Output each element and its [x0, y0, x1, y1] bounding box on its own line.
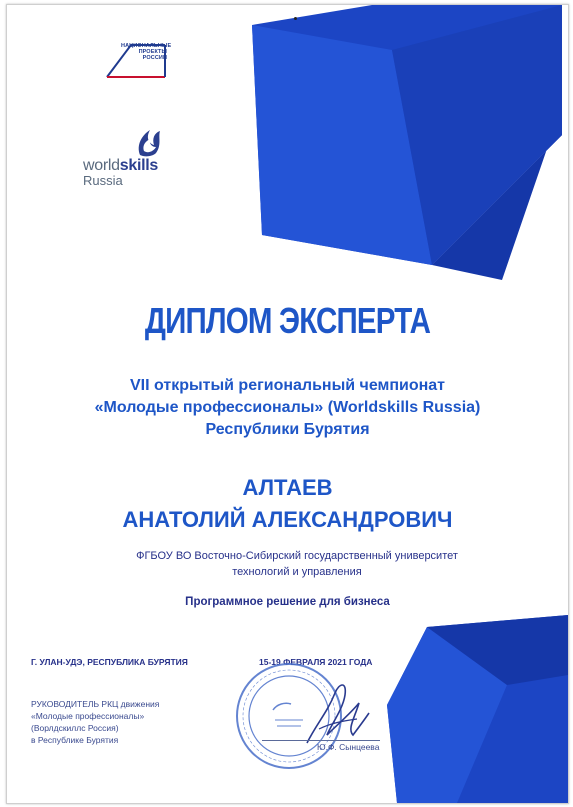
worldskills-wordmark [83, 158, 158, 174]
event-dates: 15-19 ФЕВРАЛЯ 2021 ГОДА [259, 657, 373, 667]
worldskills-logo [83, 127, 193, 197]
head-line-3: (Ворлдскиллс Россия) [31, 723, 119, 733]
organization: ФГБОУ ВО Восточно-Сибирский государственный университет технологий и управления [136, 550, 458, 578]
championship-block [27, 375, 548, 441]
worldskills-flame-icon [134, 127, 164, 157]
decorative-cube-bottom [387, 615, 568, 803]
diploma-page [6, 4, 569, 804]
championship-line-2: «Молодые профессионалы» (Worldskills Russia) [94, 399, 481, 416]
decorative-cube-top [232, 5, 562, 295]
ws-bold: skills [119, 157, 158, 174]
event-city: Г. УЛАН-УДЭ, РЕСПУБЛИКА БУРЯТИЯ [31, 657, 188, 667]
recipient-given-names: АНАТОЛИЙ АЛЕКСАНДРОВИЧ [122, 507, 453, 532]
national-projects-logo [105, 43, 172, 79]
competency: Программное решение для бизнеса [185, 596, 390, 608]
signer-name: Ю.Ф. Сынцеева [317, 742, 380, 752]
head-line-4: в Республике Бурятия [31, 735, 119, 745]
championship-line-1: VII открытый региональный чемпионат [129, 377, 446, 394]
np-line-1: НАЦИОНАЛЬНЫЕ [121, 43, 172, 49]
signature-line [262, 740, 380, 741]
np-line-2: ПРОЕКТЫ [138, 49, 167, 55]
recipient-name [7, 472, 568, 536]
head-line-1: РУКОВОДИТЕЛЬ РКЦ движения [31, 699, 160, 709]
printing-dot [294, 17, 297, 20]
np-line-3: РОССИИ [142, 55, 167, 61]
head-line-2: «Молодые профессионалы» [31, 711, 145, 721]
recipient-surname: АЛТАЕВ [242, 475, 333, 500]
head-title-block [31, 698, 159, 746]
worldskills-country: Russia [83, 173, 123, 188]
championship-line-3: Республики Бурятия [205, 421, 370, 438]
diploma-title: ДИПЛОМ ЭКСПЕРТА [144, 300, 431, 341]
ws-prefix: world [83, 157, 120, 174]
handwritten-signature-icon [297, 673, 380, 753]
